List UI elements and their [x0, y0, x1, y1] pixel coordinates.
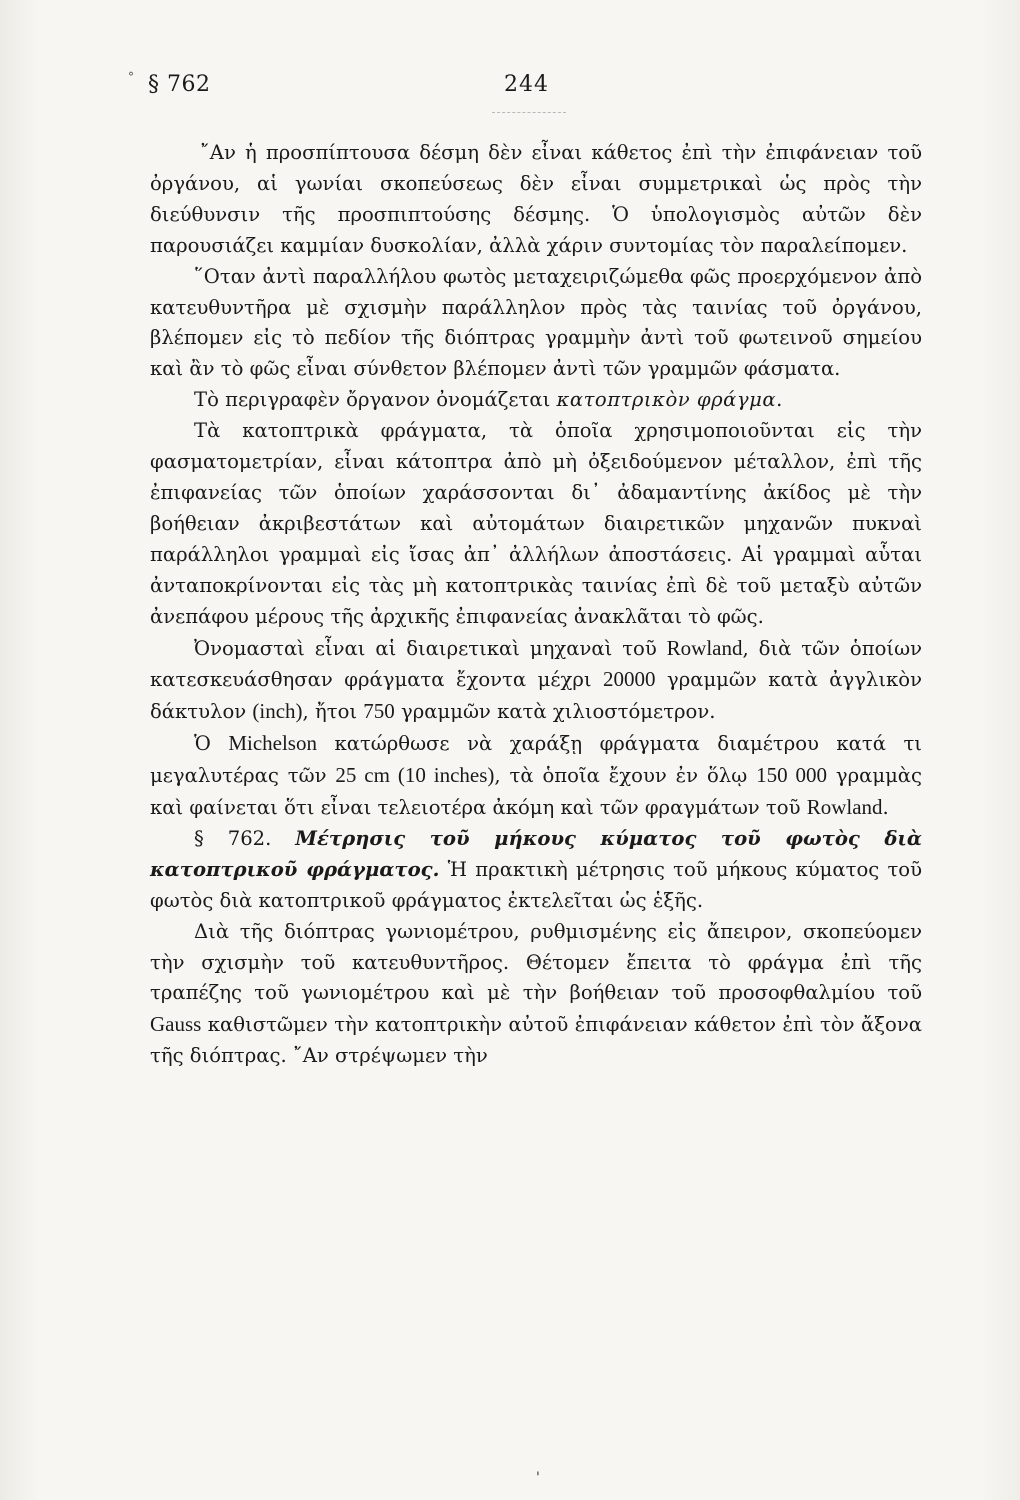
body-text	[150, 138, 922, 1072]
section-title: Μέτρησις τοῦ μήκους κύματος τοῦ φωτὸς διὰ κατοπτρικοῦ φράγματος.	[150, 826, 922, 881]
paragraph-3	[150, 385, 922, 416]
page-number: 244	[504, 72, 549, 97]
number-lines-per-inch: 20000	[603, 667, 656, 692]
diameter-value: 25 cm (10 inches)	[335, 763, 495, 788]
p3-text: Τὸ περιγραφὲν ὄργανον ὀνομάζεται	[194, 388, 557, 412]
p5-text-c: γραμμῶν κατὰ ἀγγλικὸν δάκτυλον	[150, 668, 922, 724]
p5-text-b: , διὰ τῶν ὁποίων κατεσκευάσθησαν φράγματα ἔχοντα μέχρι	[150, 636, 922, 692]
name-michelson: Michelson	[228, 731, 317, 756]
paragraph-1: ῎Αν ἡ προσπίπτουσα δέσμη δὲν εἶναι κάθετος ἐπὶ τὴν ἐπιφάνειαν τοῦ ὀργάνου, αἱ γωνίαι σκοπεύσεως δὲν εἶναι συμμετρικαὶ ὡς πρὸς τὴν διεύθυνσιν τῆς προσπιπτούσης δέσμης. Ὁ ὑπολογισμὸς αὐτῶν δὲν παρουσιάζει καμμίαν δυσκολίαν, ἀλλὰ χάριν συντομίας τὸν παραλείπομεν.	[150, 141, 922, 257]
name-rowland: Rowland	[666, 635, 743, 660]
p8-text-b: καθιστῶμεν τὴν κατοπτρικὴν αὐτοῦ ἐπιφάνειαν κάθετον ἐπὶ τὸν ἄξονα τῆς διόπτρας. ῎Αν στρέψωμεν τὴν	[150, 1013, 922, 1068]
section-number-762: § 762.	[194, 826, 296, 850]
p6-text-e: .	[882, 796, 889, 820]
p6-text-a: Ὁ	[194, 732, 229, 756]
paragraph-6	[150, 728, 922, 824]
paragraph-4: Τὰ κατοπτρικὰ φράγματα, τὰ ὁποῖα χρησιμοποιοῦνται εἰς τὴν φασματομετρίαν, εἶναι κάτοπτρα ἀπὸ μὴ ὀξειδούμενον μέταλλον, ἐπὶ τῆς ἐπιφανείας τῶν ὁποίων χαράσσονται δι᾽ ἀδαμαντίνης ἀκίδος μὲ τὴν βοήθειαν ἀκριβεστάτων καὶ αὐτομάτων διαιρετικῶν μηχανῶν πυκναὶ παράλληλοι γραμμαὶ εἰς ἴσας ἀπ᾽ ἀλλήλων ἀποστάσεις. Αἱ γραμμαὶ αὗται ἀνταποκρίνονται εἰς τὰς μὴ κατοπτρικὰς ταινίας ἐπὶ δὲ τοῦ μεταξὺ αὐτῶν ἀνεπάφου μέρους τῆς ἀρχικῆς ἐπιφανείας ἀνακλᾶται τὸ φῶς.	[150, 419, 922, 628]
section-reference: § 762	[148, 72, 211, 97]
p6-text-b: κατώρθωσε νὰ χαράξῃ φράγματα διαμέτρου κατά τι μεγαλυτέρας τῶν	[150, 732, 922, 788]
name-rowland-2: Rowland	[806, 795, 883, 820]
p5-text-e: γραμμῶν κατὰ χιλιοστόμετρον.	[394, 700, 716, 724]
margin-dot: °	[128, 70, 134, 84]
term-reflection-grating: κατοπτρικὸν φράγμα	[556, 388, 777, 412]
p5-text-a: Ὀνομασταὶ εἶναι αἱ διαιρετικαὶ μηχαναὶ τοῦ	[194, 636, 667, 660]
name-gauss: Gauss	[150, 1012, 202, 1037]
paragraph-2: ῞Οταν ἀντὶ παραλλήλου φωτὸς μεταχειριζώμεθα φῶς προερχόμενον ἀπὸ κατευθυντῆρα μὲ σχισμὴν παράλληλον πρὸς τὰς ταινίας τοῦ ὀργάνου, βλέπομεν εἰς τὸ πεδίον τῆς διόπτρας γραμμὴν ἀντὶ τοῦ φωτεινοῦ σημείου καὶ ἂν τὸ φῶς εἶναι σύνθετον βλέπομεν ἀντὶ τῶν γραμμῶν φάσματα.	[150, 264, 922, 381]
paragraph-5	[150, 633, 922, 729]
p6-text-d: γραμμὰς καὶ φαίνεται ὅτι εἶναι τελειοτέρα ἀκόμη καὶ τῶν φραγμάτων τοῦ	[150, 764, 923, 820]
p7-body: Ἡ πρακτικὴ μέτρησις τοῦ μήκους κύματος τοῦ φωτὸς διὰ κατοπτρικοῦ φράγματος ἐκτελεῖται ὡς ἑξῆς.	[150, 857, 923, 912]
unit-inch: (inch)	[252, 699, 303, 724]
p8-text-a: Διὰ τῆς διόπτρας γωνιομέτρου, ρυθμισμένης εἰς ἄπειρον, σκοπεύομεν τὴν σχισμὴν τοῦ κατευθυντῆρος. Θέτομεν ἔπειτα τὸ φράγμα ἐπὶ τῆς τραπέζης τοῦ γωνιομέτρου καὶ μὲ τὴν βοήθειαν τοῦ προσοφθαλμίου τοῦ	[150, 919, 922, 1005]
p5-text-d: , ἤτοι	[302, 700, 364, 724]
paragraph-7	[150, 824, 922, 917]
footer-mark: '	[536, 1470, 540, 1486]
number-lines-per-mm: 750	[363, 699, 395, 724]
paragraph-8	[150, 917, 922, 1073]
total-lines-value: 150 000	[756, 763, 827, 788]
page-number-rule	[492, 112, 566, 113]
page-header	[148, 72, 928, 112]
p3-end: .	[776, 388, 783, 412]
p6-text-c: , τὰ ὁποῖα ἔχουν ἐν ὅλῳ	[494, 764, 757, 788]
